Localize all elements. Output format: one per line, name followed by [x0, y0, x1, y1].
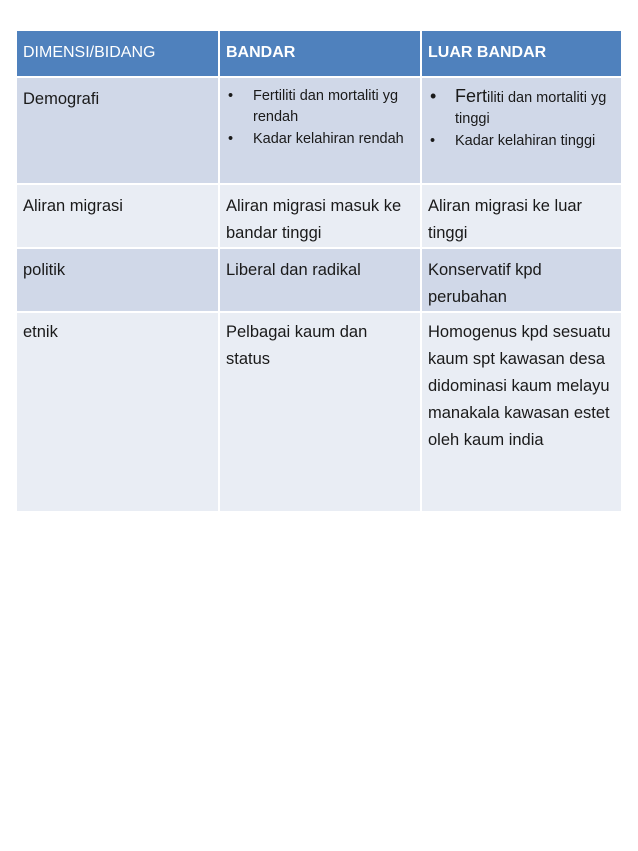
list-item: • Fertiliti dan mortaliti yg tinggi — [430, 86, 607, 127]
table-row — [17, 248, 621, 312]
cell-dimension: Aliran migrasi — [17, 184, 219, 248]
list-item: • Kadar kelahiran tinggi — [430, 133, 596, 149]
cell-luar-bandar: Homogenus kpd sesuatu kaum spt kawasan desa didominasi kaum melayu manakala kawasan estet oleh kaum india — [421, 312, 621, 512]
bandar-bullet-list — [226, 86, 414, 150]
cell-bandar: Aliran migrasi masuk ke bandar tinggi — [219, 184, 421, 248]
cell-dimension: politik — [17, 248, 219, 312]
cell-luar-bandar — [421, 77, 621, 184]
table-header-row — [17, 31, 621, 77]
cell-bandar — [219, 77, 421, 184]
table-row — [17, 184, 621, 248]
list-item: • Fertiliti dan mortaliti yg rendah — [228, 88, 399, 125]
header-luar-bandar: LUAR BANDAR — [421, 31, 621, 77]
comparison-table — [17, 31, 621, 513]
dimension-label: Demografi — [23, 90, 100, 108]
luar-bullet-list — [428, 86, 615, 152]
header-bandar: BANDAR — [219, 31, 421, 77]
cell-luar-bandar: Konservatif kpd perubahan — [421, 248, 621, 312]
cell-dimension: etnik — [17, 312, 219, 512]
cell-bandar: Liberal dan radikal — [219, 248, 421, 312]
table-row — [17, 77, 621, 184]
cell-dimension — [17, 77, 219, 184]
cell-bandar: Pelbagai kaum dan status — [219, 312, 421, 512]
table-row — [17, 312, 621, 512]
header-dimensi: DIMENSI/BIDANG — [17, 31, 219, 77]
cell-luar-bandar: Aliran migrasi ke luar tinggi — [421, 184, 621, 248]
list-item: • Kadar kelahiran rendah — [228, 131, 404, 147]
